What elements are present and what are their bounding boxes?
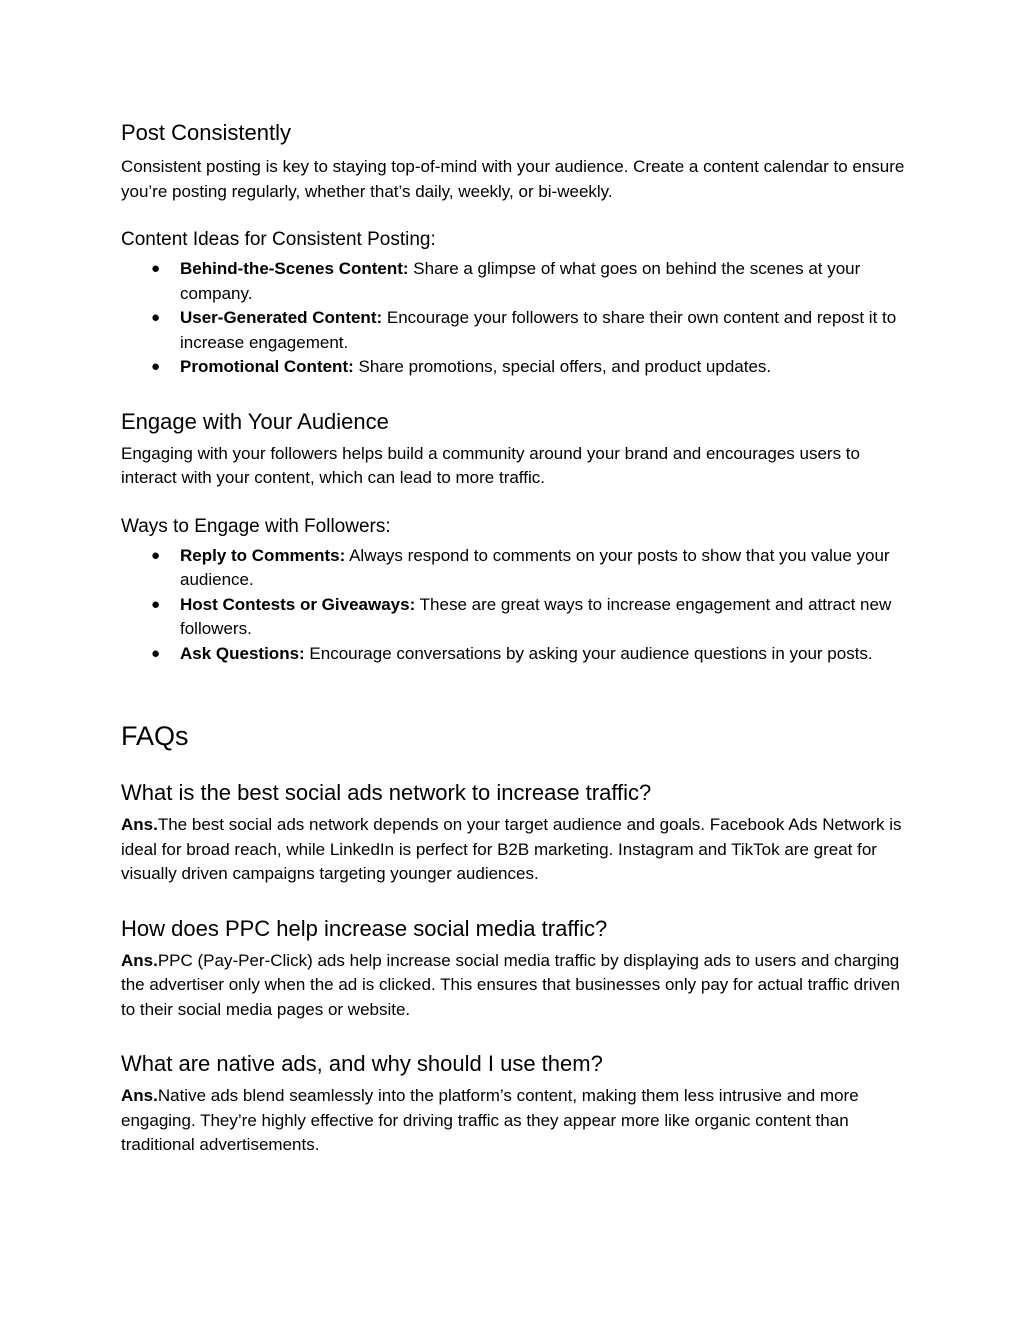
list-item-text: Always respond to comments on your posts to show that you value your audience. xyxy=(180,545,890,589)
section-heading-post-consistently: Post Consistently xyxy=(121,120,291,145)
list-item xyxy=(121,642,911,667)
list-item xyxy=(121,257,911,306)
answer-label: Ans. xyxy=(121,815,158,834)
list-item xyxy=(121,355,911,380)
list-item-term: Reply to Comments: xyxy=(180,545,346,565)
bullet-icon: ● xyxy=(151,644,161,662)
ways-to-engage-title: Ways to Engage with Followers: xyxy=(121,515,391,537)
faq-question: How does PPC help increase social media traffic? xyxy=(121,915,608,941)
content-ideas-title: Content Ideas for Consistent Posting: xyxy=(121,229,436,250)
answer-text: PPC (Pay-Per-Click) ads help increase social media traffic by displaying ads to users and charging the advertiser only when the ad is clicked. This ensures that businesses only pay for actual traffic driven to their social media pages or website. xyxy=(121,950,900,1019)
list-item-text: These are great ways to increase engagement and attract new followers. xyxy=(180,594,892,638)
bullet-icon: ● xyxy=(151,260,161,277)
list-item xyxy=(121,544,911,593)
faq-answer xyxy=(121,813,911,887)
list-item-term: Ask Questions: xyxy=(180,643,305,663)
bullet-icon: ● xyxy=(151,546,161,564)
faq-question: What is the best social ads network to increase traffic? xyxy=(121,780,652,805)
faq-answer xyxy=(121,1084,911,1158)
bullet-icon: ● xyxy=(151,309,161,326)
engage-body: Engaging with your followers helps build a community around your brand and encourages users to interact with your content, which can lead to more traffic. xyxy=(121,443,860,487)
faqs-heading: FAQs xyxy=(121,721,189,751)
list-item-text: Encourage conversations by asking your audience questions in your posts. xyxy=(304,643,873,663)
bullet-icon: ● xyxy=(151,595,161,613)
document-page xyxy=(121,118,911,1158)
list-item xyxy=(121,593,911,642)
list-item-text: Share a glimpse of what goes on behind the scenes at your company. xyxy=(180,259,861,303)
faq-answer xyxy=(121,949,911,1023)
list-item-term: Host Contests or Giveaways: xyxy=(180,594,416,614)
list-item-term: User-Generated Content: xyxy=(180,308,383,327)
list-item-text: Encourage your followers to share their own content and repost it to increase engagement. xyxy=(180,308,897,352)
bullet-icon: ● xyxy=(151,358,161,375)
list-item xyxy=(121,306,911,355)
answer-text: Native ads blend seamlessly into the platform’s content, making them less intrusive and more engaging. They’re highly effective for driving traffic as they appear more like organic content than traditional advertisements. xyxy=(121,1086,859,1154)
list-item-text: Share promotions, special offers, and product updates. xyxy=(353,357,772,376)
list-item-term: Behind-the-Scenes Content: xyxy=(180,259,409,278)
section-heading-engage: Engage with Your Audience xyxy=(121,408,389,434)
list-item-term: Promotional Content: xyxy=(180,357,354,376)
ways-to-engage-list xyxy=(121,544,911,667)
post-consistently-body: Consistent posting is key to staying top-of-mind with your audience. Create a content calendar to ensure you’re posting regularly, whether that’s daily, weekly, or bi-weekly. xyxy=(121,157,905,201)
answer-label: Ans. xyxy=(121,1086,158,1105)
answer-label: Ans. xyxy=(121,950,158,970)
faq-question: What are native ads, and why should I use them? xyxy=(121,1051,603,1076)
answer-text: The best social ads network depends on your target audience and goals. Facebook Ads Network is ideal for broad reach, while LinkedIn is perfect for B2B marketing. Instagram and TikTok are great for visually driven campaigns targeting younger audiences. xyxy=(121,815,902,883)
content-ideas-list xyxy=(121,257,911,380)
